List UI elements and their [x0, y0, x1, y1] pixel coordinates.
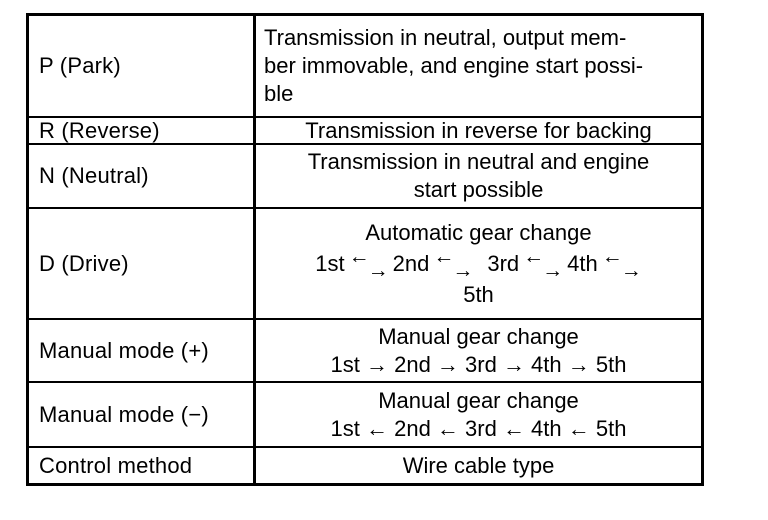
upshift-sequence: 1st → 2nd → 3rd → 4th → 5th: [330, 351, 627, 377]
gear-position-description-reverse: [256, 118, 701, 143]
description-line: ber immovable, and engine start possi-: [264, 53, 644, 78]
description-line: start possible: [413, 177, 544, 202]
gear-position-description-drive: [256, 209, 701, 318]
table-row-park: [29, 16, 701, 118]
right-arrow-icon: →: [367, 258, 389, 282]
gear-position-label-park: P (Park): [29, 16, 256, 116]
description-line: Manual gear change: [378, 323, 579, 349]
gear-label: 2nd: [392, 250, 430, 276]
description-line: Transmission in neutral and engine: [307, 149, 650, 174]
gear-position-label-manual-plus: Manual mode (+): [29, 320, 256, 381]
gear-position-description-neutral: [256, 145, 701, 207]
table-row-manual-minus: [29, 383, 701, 448]
control-method-label: Control method: [29, 448, 256, 483]
gear-position-label-neutral: N (Neutral): [29, 145, 256, 207]
control-method-value: [256, 448, 701, 483]
table-row-reverse: [29, 118, 701, 145]
left-arrow-icon: ←: [433, 244, 455, 268]
transmission-shift-table: [26, 13, 704, 486]
right-arrow-icon: →: [620, 258, 642, 282]
downshift-sequence: 1st ← 2nd ← 3rd ← 4th ← 5th: [330, 415, 627, 441]
gear-position-description-park: [256, 16, 701, 116]
left-arrow-icon: ←: [348, 244, 370, 268]
bidirectional-shift-arrows-icon: [348, 244, 389, 282]
bidirectional-shift-arrows-icon: [601, 244, 642, 282]
description-line: Manual gear change: [378, 387, 579, 413]
table-row-manual-plus: [29, 320, 701, 383]
table-row-neutral: [29, 145, 701, 209]
left-arrow-icon: ←: [523, 244, 545, 268]
gear-label: 4th: [567, 250, 598, 276]
bidirectional-shift-arrows-icon: [433, 244, 474, 282]
gear-position-label-drive: D (Drive): [29, 209, 256, 318]
gear-label: 3rd: [487, 250, 520, 276]
drive-gear-sequence: [313, 244, 643, 282]
gear-position-description-manual-plus: [256, 320, 701, 381]
bidirectional-shift-arrows-icon: [523, 244, 564, 282]
gear-label: 1st: [315, 250, 345, 276]
left-arrow-icon: ←: [601, 244, 623, 268]
table-row-drive: [29, 209, 701, 320]
description-line: Transmission in reverse for backing: [305, 118, 652, 143]
right-arrow-icon: →: [452, 258, 474, 282]
table-row-control-method: [29, 448, 701, 483]
description-line: 5th: [463, 281, 494, 307]
description-line: Transmission in neutral, output mem-: [264, 25, 627, 50]
description-line: ble: [264, 81, 294, 106]
gear-position-description-manual-minus: [256, 383, 701, 446]
description-line: Automatic gear change: [365, 219, 592, 245]
right-arrow-icon: →: [542, 258, 564, 282]
gear-position-label-manual-minus: Manual mode (−): [29, 383, 256, 446]
description-line: Wire cable type: [402, 453, 555, 478]
gear-position-label-reverse: R (Reverse): [29, 118, 256, 143]
